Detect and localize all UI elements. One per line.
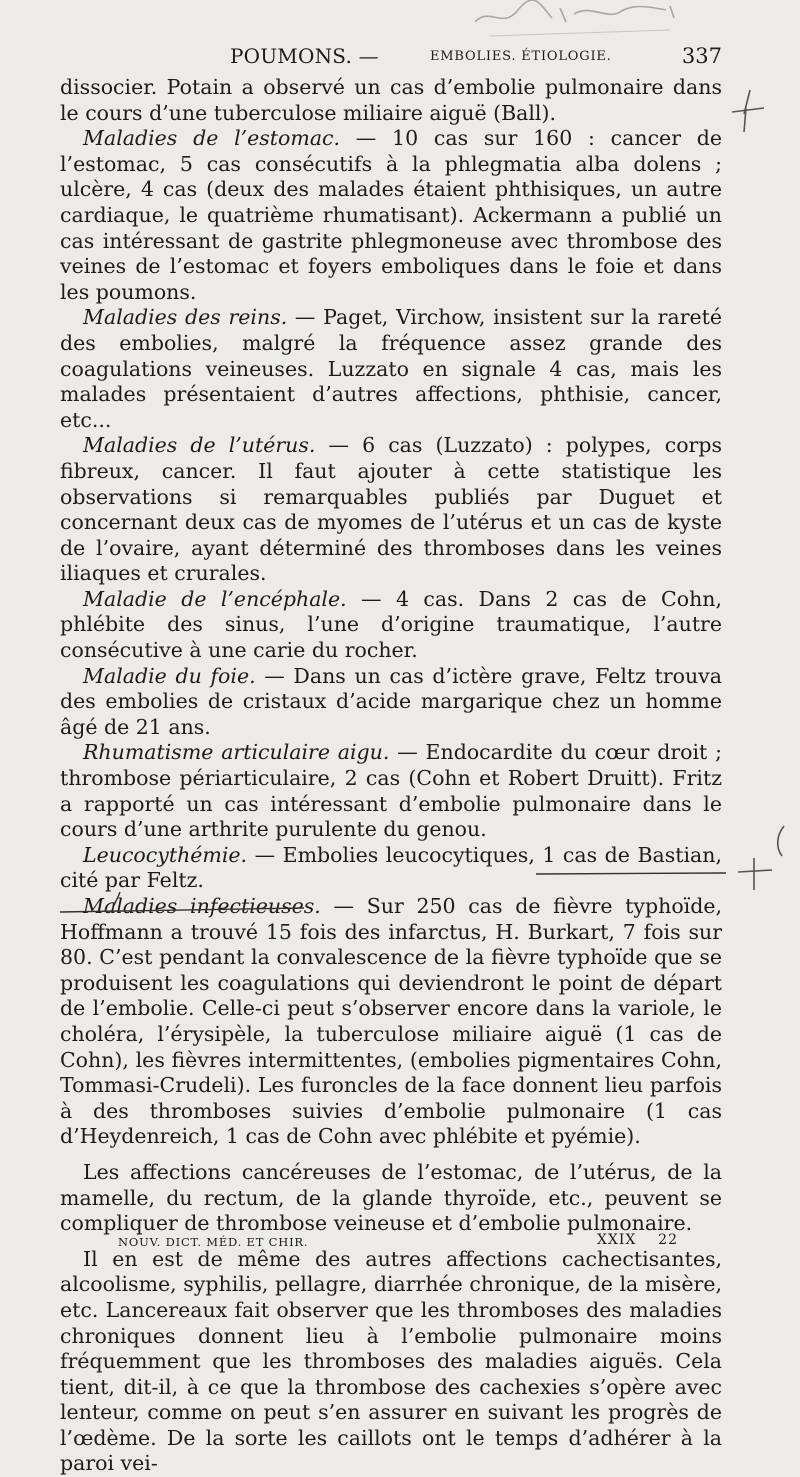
body-text xyxy=(60,75,722,1477)
paragraph-heading: Maladies de l’estomac. xyxy=(83,126,341,151)
paragraph: dissocier. Potain a observé un cas d’embolie pulmonaire dans le cours d’une tuberculose miliaire aiguë (Ball). xyxy=(60,75,722,125)
paragraph: Rhumatisme articulaire aigu. — Endocardite du cœur droit ; thrombose périarticulaire, 2 cas (Cohn et Robert Druitt). Fritz a rapporté un cas intéressant d’embolie pulmonaire dans le cours d’une arthrite purulente du genou. xyxy=(60,740,723,842)
paragraph: Maladies de l’utérus. — 6 cas (Luzzato) : polypes, corps fibreux, cancer. Il faut ajouter à cette statistique les observations si remarquables publiés par Duguet et concernant deux cas de myomes de l’utérus et un cas de kyste de l’ovaire, ayant déterminé des thromboses dans les veines iliaques et crurales. xyxy=(60,433,722,586)
paragraph: Maladies de l’estomac. — 10 cas sur 160 : cancer de l’estomac, 5 cas consécutifs à la phlegmatia alba dolens ; ulcère, 4 cas (deux des malades étaient phthisiques, un autre cardiaque, le quatrième rhumatisant). Ackermann a publié un cas intéressant de gastrite phlegmoneuse avec thrombose des veines de l’estomac et foyers emboliques dans le foie et dans les poumons. xyxy=(60,126,722,304)
paragraph: Maladie du foie. — Dans un cas d’ictère grave, Feltz trouva des embolies de cristaux d’acide margarique chez un homme âgé de 21 ans. xyxy=(60,663,722,739)
paragraph-heading: Maladie du foie. xyxy=(83,663,256,688)
paragraph: Maladies des reins. — Paget, Virchow, insistent sur la rareté des embolies, malgré la fréquence assez grande des coagulations veineuses. Luzzato en signale 4 cas, mais les malades présentaient d’autres affections, phthisie, cancer, etc... xyxy=(60,305,723,432)
running-header xyxy=(60,44,722,74)
paragraph: Leucocythémie. — Embolies leucocytiques, 1 cas de Bastian, cité par Feltz. xyxy=(60,842,722,893)
paragraph-heading: Leucocythémie. xyxy=(83,842,248,867)
footer-publication: NOUV. DICT. MÉD. ET CHIR. xyxy=(118,1235,309,1249)
underline-mark xyxy=(534,868,729,880)
paragraph: Il en est de même des autres affections cachectisantes, alcoolisme, syphilis, pellagre, diarrhée chronique, de la misère, etc. Lancereaux fait observer que les thromboses des maladies chroniques donnent lieu à l’embolie pulmonaire moins fréquemment que les thromboses des maladies aiguës. Cela tient, dit-il, à ce que la thrombose des cachexies s’opère avec lenteur, comme on peut s’en assurer en suivant les progrès de l’œdème. De la sorte les caillots ont le temps d’adhérer à la paroi vei- xyxy=(60,1246,722,1476)
header-subtitle: EMBOLIES. ÉTIOLOGIE. xyxy=(430,49,612,64)
page-number: 337 xyxy=(681,44,722,68)
paragraph-heading: Maladies infectieuses. xyxy=(83,894,321,918)
handwritten-scribble xyxy=(470,0,710,40)
paragraph: Maladies infectieuses. — Sur 250 cas de fièvre typhoïde, Hoffmann a trouvé 15 fois des infarctus, H. Burkart, 7 fois sur 80. C’est pendant la convalescence de la fièvre typhoïde que se produisent les coagulations qui deviendront le point de départ de l’embolie. Celle-ci peut s’observer encore dans la variole, le choléra, l’érysipèle, la tuberculose miliaire aiguë (1 cas de Cohn), les fièvres intermittentes, (embolies pigmentaires Cohn, Tommasi-Crudeli). Les furoncles de la face donnent lieu parfois à des thromboses suivies d’embolie pulmonaire (1 cas d’Heydenreich, 1 cas de Cohn avec phlébite et pyémie). xyxy=(60,894,722,1149)
paragraph-heading: Maladies des reins. xyxy=(83,305,288,330)
header-dash: — xyxy=(358,44,379,68)
margin-plus-mark-top xyxy=(728,88,768,134)
underline-mark-2 xyxy=(58,888,308,924)
header-title: POUMONS. — xyxy=(230,44,379,68)
margin-plus-mark-bottom xyxy=(732,822,792,892)
paragraph: Maladie de l’encéphale. — 4 cas. Dans 2 cas de Cohn, phlébite des sinus, l’une d’origine traumatique, l’autre consécutive à une carie du rocher. xyxy=(60,586,722,663)
paragraph-heading: Maladies de l’utérus. xyxy=(83,433,316,458)
paragraph: Les affections cancéreuses de l’estomac, de l’utérus, de la mamelle, du rectum, de la glande thyroïde, etc., peuvent se compliquer de thrombose veineuse et d’embolie pulmonaire. xyxy=(60,1159,722,1236)
paragraph-heading: Maladie de l’encéphale. xyxy=(83,586,347,611)
footer-signature: XXIX 22 xyxy=(596,1232,678,1248)
paragraph-heading: Rhumatisme articulaire aigu. xyxy=(83,740,390,765)
